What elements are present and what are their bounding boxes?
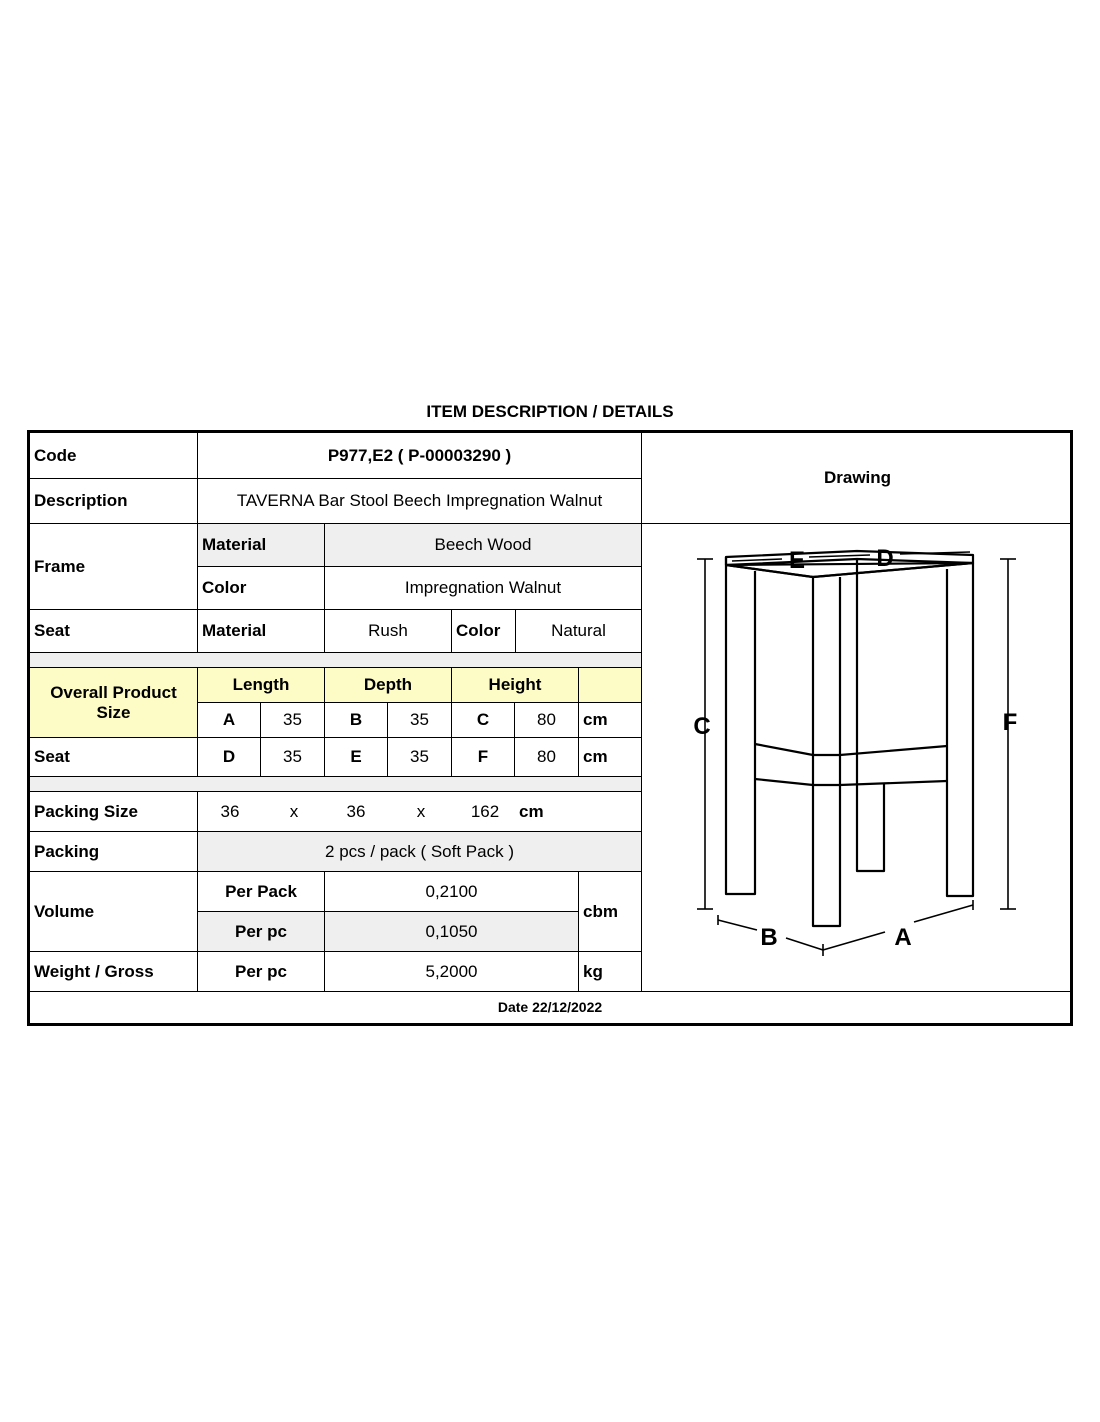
frame-material-value: Beech Wood [325, 524, 642, 567]
code-label: Code [30, 433, 198, 479]
stool-outline [726, 551, 973, 926]
seat-material-value: Rush [325, 610, 452, 653]
dim-c-value: 80 [515, 703, 579, 738]
drawing-letter-f: F [1002, 709, 1018, 736]
seat-unit: cm [579, 738, 642, 777]
spec-sheet [27, 430, 1073, 1026]
overall-size-label: Overall Product Size [30, 668, 198, 738]
document-date: Date 22/12/2022 [497, 999, 603, 1015]
seat-size-label: Seat [30, 738, 198, 777]
weight-unit: kg [579, 952, 642, 992]
drawing-letter-a: A [894, 924, 912, 951]
code-value: P977,E2 ( P-00003290 ) [198, 433, 642, 479]
packing-x2: x [416, 801, 426, 821]
drawing-letter-b: B [760, 924, 778, 951]
column-divider [641, 433, 642, 992]
weight-value: 5,2000 [325, 952, 579, 992]
volume-unit: cbm [579, 872, 642, 952]
description-label: Description [30, 479, 198, 524]
packing-value: 2 pcs / pack ( Soft Pack ) [198, 832, 642, 872]
length-header: Length [198, 668, 325, 703]
dim-d-value: 35 [261, 738, 325, 777]
dim-b-value: 35 [388, 703, 452, 738]
dim-c-letter: C [452, 703, 515, 738]
separator [30, 653, 642, 668]
seat-color-label: Color [452, 610, 516, 653]
dim-d-letter: D [198, 738, 261, 777]
separator [30, 777, 642, 792]
dim-a-value: 35 [261, 703, 325, 738]
height-header: Height [452, 668, 579, 703]
frame-color-label: Color [198, 567, 325, 610]
overall-unit: cm [579, 703, 642, 738]
packing-size-row [198, 792, 642, 832]
drawing-letter-e: E [788, 547, 806, 574]
volume-per-pack-value: 0,2100 [325, 872, 579, 912]
stool-drawing [642, 524, 1073, 991]
frame-label: Frame [30, 524, 198, 610]
packing-label: Packing [30, 832, 198, 872]
weight-label: Weight / Gross [30, 952, 198, 992]
frame-color-value: Impregnation Walnut [325, 567, 642, 610]
drawing-header: Drawing [642, 433, 1073, 524]
description-value: TAVERNA Bar Stool Beech Impregnation Walnut [198, 479, 642, 524]
dim-b-letter: B [325, 703, 388, 738]
dim-a-letter: A [198, 703, 261, 738]
drawing-letter-d: D [876, 545, 894, 572]
volume-label: Volume [30, 872, 198, 952]
seat-material-label: Material [198, 610, 325, 653]
frame-material-label: Material [198, 524, 325, 567]
drawing-letter-c: C [693, 713, 711, 740]
dimension-letters [693, 545, 1017, 951]
volume-per-pc-label: Per pc [198, 912, 325, 952]
packing-width: 36 [346, 801, 366, 821]
bar-stool-diagram [642, 524, 1073, 991]
packing-unit: cm [519, 801, 544, 821]
seat-color-value: Natural [516, 610, 642, 653]
weight-per-pc-label: Per pc [198, 952, 325, 992]
packing-size-label: Packing Size [30, 792, 198, 832]
dim-f-value: 80 [515, 738, 579, 777]
packing-length: 36 [220, 801, 240, 821]
unit-header [579, 668, 642, 703]
packing-height: 162 [470, 801, 500, 821]
dim-e-letter: E [325, 738, 388, 777]
packing-x1: x [289, 801, 299, 821]
volume-per-pack-label: Per Pack [198, 872, 325, 912]
depth-header: Depth [325, 668, 452, 703]
document-title: ITEM DESCRIPTION / DETAILS [426, 402, 674, 421]
dim-f-letter: F [452, 738, 515, 777]
dim-e-value: 35 [388, 738, 452, 777]
volume-per-pc-value: 0,1050 [325, 912, 579, 952]
seat-spec-label: Seat [30, 610, 198, 653]
